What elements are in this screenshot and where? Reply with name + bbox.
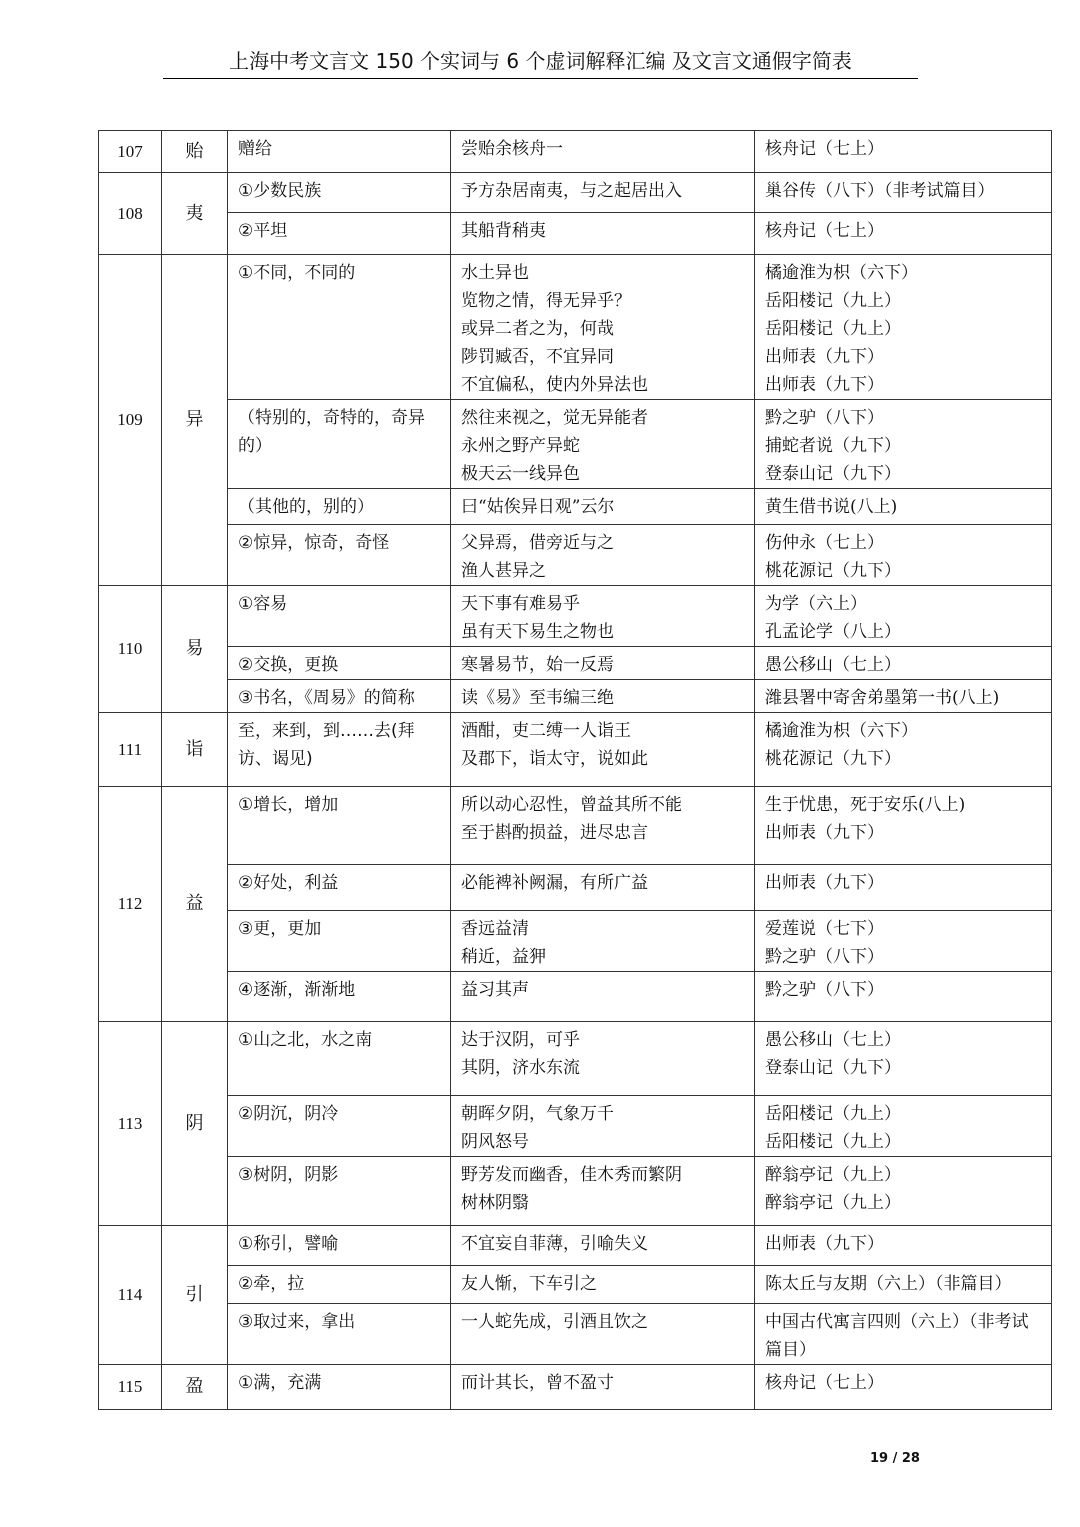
source-cell — [755, 131, 1052, 173]
source-cell — [755, 713, 1052, 787]
source-cell — [755, 911, 1052, 972]
source-line: 出师表（九下） — [765, 823, 884, 843]
example-cell — [451, 173, 755, 213]
example-line: 必能裨补阙漏，有所广益 — [461, 873, 648, 893]
example-cell — [451, 1022, 755, 1096]
meaning-cell: ①少数民族 — [228, 173, 451, 213]
example-cell — [451, 1157, 755, 1226]
example-line: 稍近，益狎 — [461, 947, 546, 967]
example-cell — [451, 489, 755, 525]
example-line: 至于斟酌损益，进尽忠言 — [461, 823, 648, 843]
source-line: 出师表（九下） — [765, 347, 884, 367]
table-row — [99, 131, 1052, 173]
entry-character: 易 — [162, 586, 228, 713]
example-line: 酒酣，吏二缚一人诣王 — [461, 721, 631, 741]
source-line: 生于忧患，死于安乐(八上) — [765, 795, 966, 815]
source-line: 桃花源记（九下） — [765, 749, 901, 769]
example-cell — [451, 255, 755, 400]
example-line: 极天云一线异色 — [461, 464, 580, 484]
meaning-cell: ①满，充满 — [228, 1365, 451, 1410]
table-row — [99, 787, 1052, 865]
source-line: 黔之驴（八下） — [765, 947, 884, 967]
source-line: 黄生借书说(八上) — [765, 497, 898, 517]
meaning-cell: ①增长，增加 — [228, 787, 451, 865]
meaning-cell: ③书名，《周易》的简称 — [228, 680, 451, 713]
table-row — [99, 1226, 1052, 1266]
entry-number: 111 — [99, 713, 162, 787]
example-cell — [451, 647, 755, 680]
example-cell — [451, 400, 755, 489]
source-line: 核舟记（七上） — [765, 1373, 884, 1393]
meaning-cell: ③树阴，阴影 — [228, 1157, 451, 1226]
table-row — [99, 255, 1052, 400]
example-line: 其阴，济水东流 — [461, 1058, 580, 1078]
example-cell — [451, 680, 755, 713]
entry-character: 诣 — [162, 713, 228, 787]
source-line: 醉翁亭记（九上） — [765, 1165, 901, 1185]
table-row — [99, 972, 1052, 1022]
source-cell — [755, 1365, 1052, 1410]
source-line: 愚公移山（七上） — [765, 655, 901, 675]
source-cell — [755, 213, 1052, 255]
entry-character: 益 — [162, 787, 228, 1022]
meaning-cell: ④逐渐，渐渐地 — [228, 972, 451, 1022]
source-line: 黔之驴（八下） — [765, 980, 884, 1000]
example-cell — [451, 865, 755, 911]
example-cell — [451, 213, 755, 255]
meaning-cell: （特别的，奇特的，奇异的） — [228, 400, 451, 489]
example-cell — [451, 1365, 755, 1410]
example-line: 不宜偏私，使内外异法也 — [461, 375, 648, 395]
example-line: 天下事有难易乎 — [461, 594, 580, 614]
source-line: 中国古代寓言四则（六上）（非考试篇目） — [765, 1312, 1029, 1360]
table-row — [99, 680, 1052, 713]
source-cell — [755, 972, 1052, 1022]
meaning-cell: ②牵，拉 — [228, 1266, 451, 1304]
entry-character: 夷 — [162, 173, 228, 255]
example-line: 野芳发而幽香，佳木秀而繁阴 — [461, 1165, 682, 1185]
table-row — [99, 525, 1052, 586]
source-line: 黔之驴（八下） — [765, 408, 884, 428]
meaning-cell: ②交换，更换 — [228, 647, 451, 680]
table-row — [99, 586, 1052, 647]
source-line: 岳阳楼记（九上） — [765, 291, 901, 311]
example-line: 所以动心忍性，曾益其所不能 — [461, 795, 682, 815]
meaning-cell: 至，来到，到……去(拜访、谒见) — [228, 713, 451, 787]
example-line: 览物之情，得无异乎？ — [461, 291, 631, 311]
example-line: 虽有天下易生之物也 — [461, 622, 614, 642]
table-row — [99, 713, 1052, 787]
example-line: 尝贻余核舟一 — [461, 139, 563, 159]
example-line: 友人惭，下车引之 — [461, 1274, 597, 1294]
source-cell — [755, 525, 1052, 586]
meaning-cell: ①山之北，水之南 — [228, 1022, 451, 1096]
source-line: 橘逾淮为枳（六下） — [765, 263, 918, 283]
meaning-cell: ①称引，譬喻 — [228, 1226, 451, 1266]
example-line: 水土异也 — [461, 263, 529, 283]
example-cell — [451, 525, 755, 586]
entry-number: 108 — [99, 173, 162, 255]
example-cell — [451, 1226, 755, 1266]
example-line: 不宜妄自菲薄，引喻失义 — [461, 1234, 648, 1254]
example-line: 永州之野产异蛇 — [461, 436, 580, 456]
source-line: 岳阳楼记（九上） — [765, 1104, 901, 1124]
table-row — [99, 213, 1052, 255]
meaning-cell: ③更，更加 — [228, 911, 451, 972]
source-cell — [755, 173, 1052, 213]
table-row — [99, 1304, 1052, 1365]
source-line: 核舟记（七上） — [765, 221, 884, 241]
table-row — [99, 1266, 1052, 1304]
document-header: 上海中考文言文 150 个实词与 6 个虚词解释汇编 及文言文通假字简表 — [163, 44, 918, 79]
example-line: 及郡下，诣太守，说如此 — [461, 749, 648, 769]
table-row — [99, 911, 1052, 972]
example-cell — [451, 787, 755, 865]
source-line: 岳阳楼记（九上） — [765, 319, 901, 339]
source-line: 巢谷传（八下）（非考试篇目） — [765, 181, 995, 201]
example-line: 读《易》至韦编三绝 — [461, 688, 614, 708]
source-line: 孔孟论学（八上） — [765, 622, 901, 642]
example-line: 曰“姑俟异日观”云尔 — [461, 497, 615, 517]
source-line: 岳阳楼记（九上） — [765, 1132, 901, 1152]
example-cell — [451, 972, 755, 1022]
source-line: 出师表（九下） — [765, 873, 884, 893]
source-cell — [755, 1226, 1052, 1266]
example-cell — [451, 911, 755, 972]
table-row — [99, 647, 1052, 680]
meaning-cell: （其他的，别的） — [228, 489, 451, 525]
example-cell — [451, 131, 755, 173]
table-row — [99, 400, 1052, 489]
example-cell — [451, 1096, 755, 1157]
source-line: 愚公移山（七上） — [765, 1030, 901, 1050]
source-cell — [755, 865, 1052, 911]
example-line: 陟罚臧否，不宜异同 — [461, 347, 614, 367]
entry-character: 异 — [162, 255, 228, 586]
meaning-cell: ③取过来，拿出 — [228, 1304, 451, 1365]
table-row — [99, 1157, 1052, 1226]
source-cell — [755, 647, 1052, 680]
example-line: 然往来视之，觉无异能者 — [461, 408, 648, 428]
example-line: 益习其声 — [461, 980, 529, 1000]
example-line: 阴风怒号 — [461, 1132, 529, 1152]
source-cell — [755, 1157, 1052, 1226]
example-line: 渔人甚异之 — [461, 561, 546, 581]
meaning-cell: ①不同，不同的 — [228, 255, 451, 400]
source-cell — [755, 1096, 1052, 1157]
source-line: 核舟记（七上） — [765, 139, 884, 159]
example-cell — [451, 586, 755, 647]
meaning-cell: 赠给 — [228, 131, 451, 173]
table-row — [99, 1022, 1052, 1096]
entry-number: 110 — [99, 586, 162, 713]
example-line: 香远益清 — [461, 919, 529, 939]
example-line: 朝晖夕阴，气象万千 — [461, 1104, 614, 1124]
example-line: 达于汉阴，可乎 — [461, 1030, 580, 1050]
example-line: 树林阴翳 — [461, 1193, 529, 1213]
entry-number: 115 — [99, 1365, 162, 1410]
table-row — [99, 865, 1052, 911]
source-line: 为学（六上） — [765, 594, 867, 614]
source-cell — [755, 1022, 1052, 1096]
meaning-cell: ②好处，利益 — [228, 865, 451, 911]
source-cell — [755, 1266, 1052, 1304]
source-line: 醉翁亭记（九上） — [765, 1193, 901, 1213]
meaning-cell: ①容易 — [228, 586, 451, 647]
source-line: 桃花源记（九下） — [765, 561, 901, 581]
source-line: 出师表（九下） — [765, 375, 884, 395]
entry-number: 113 — [99, 1022, 162, 1226]
table-row — [99, 489, 1052, 525]
source-line: 登泰山记（九下） — [765, 464, 901, 484]
table-row — [99, 1365, 1052, 1410]
example-cell — [451, 1304, 755, 1365]
entry-number: 107 — [99, 131, 162, 173]
entry-number: 109 — [99, 255, 162, 586]
source-cell — [755, 1304, 1052, 1365]
meaning-cell: ②阴沉，阴冷 — [228, 1096, 451, 1157]
example-cell — [451, 713, 755, 787]
source-cell — [755, 680, 1052, 713]
source-line: 陈太丘与友期（六上）（非篇目） — [765, 1274, 1012, 1294]
table-row — [99, 173, 1052, 213]
example-line: 或异二者之为，何哉 — [461, 319, 614, 339]
source-line: 橘逾淮为枳（六下） — [765, 721, 918, 741]
vocab-table — [98, 130, 1052, 1410]
table-row — [99, 1096, 1052, 1157]
source-cell — [755, 255, 1052, 400]
source-cell — [755, 400, 1052, 489]
example-cell — [451, 1266, 755, 1304]
source-line: 伤仲永（七上） — [765, 533, 884, 553]
source-line: 登泰山记（九下） — [765, 1058, 901, 1078]
source-line: 爱莲说（七下） — [765, 919, 884, 939]
entry-number: 114 — [99, 1226, 162, 1365]
example-line: 寒暑易节，始一反焉 — [461, 655, 614, 675]
entry-character: 引 — [162, 1226, 228, 1365]
source-line: 潍县署中寄舍弟墨第一书(八上) — [765, 688, 1000, 708]
entry-character: 阴 — [162, 1022, 228, 1226]
source-line: 出师表（九下） — [765, 1234, 884, 1254]
entry-character: 贻 — [162, 131, 228, 173]
meaning-cell: ②惊异，惊奇，奇怪 — [228, 525, 451, 586]
example-line: 而计其长，曾不盈寸 — [461, 1373, 614, 1393]
example-line: 一人蛇先成，引酒且饮之 — [461, 1312, 648, 1332]
source-cell — [755, 489, 1052, 525]
meaning-cell: ②平坦 — [228, 213, 451, 255]
entry-character: 盈 — [162, 1365, 228, 1410]
page-number: 19 / 28 — [870, 1451, 920, 1466]
example-line: 予方杂居南夷，与之起居出入 — [461, 181, 682, 201]
source-cell — [755, 586, 1052, 647]
source-cell — [755, 787, 1052, 865]
source-line: 捕蛇者说（九下） — [765, 436, 901, 456]
example-line: 其船背稍夷 — [461, 221, 546, 241]
entry-number: 112 — [99, 787, 162, 1022]
example-line: 父异焉，借旁近与之 — [461, 533, 614, 553]
